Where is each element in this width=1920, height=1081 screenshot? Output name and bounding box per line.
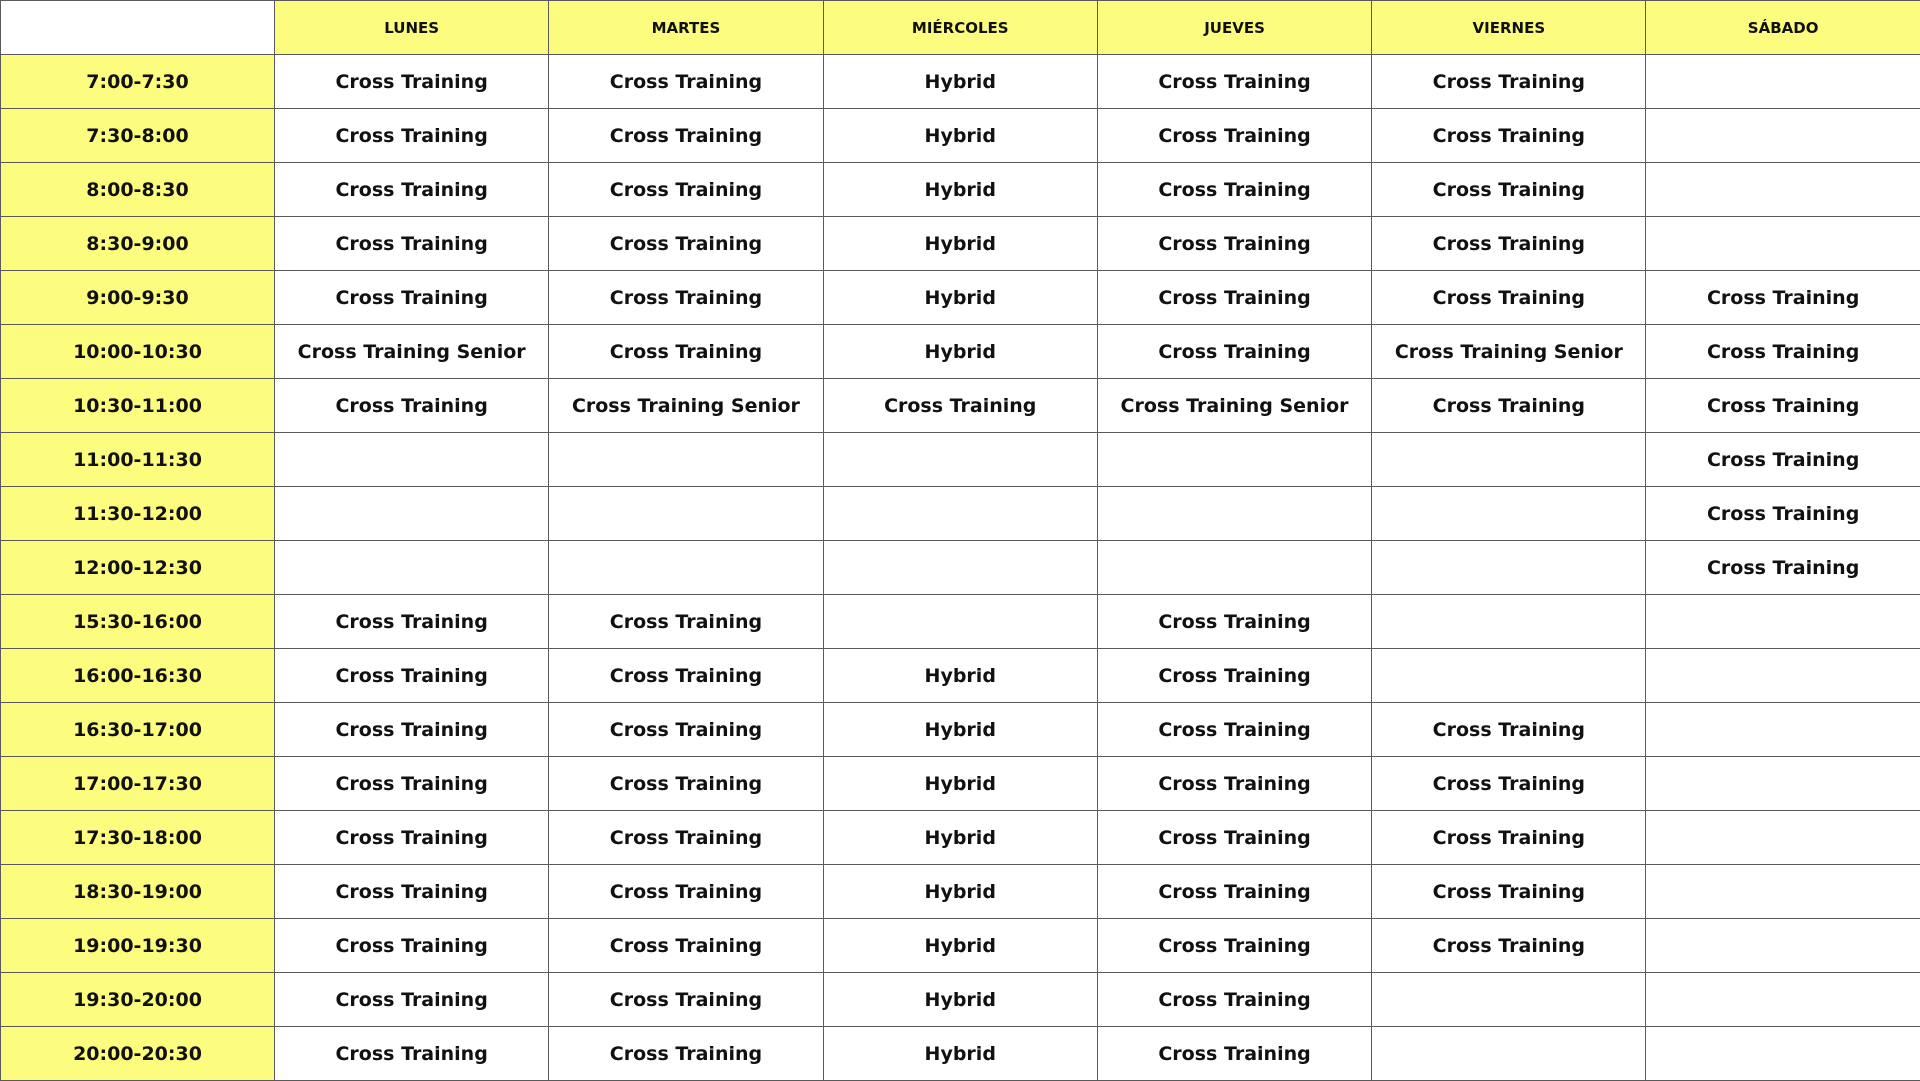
- class-cell: Cross Training: [275, 109, 549, 163]
- class-cell: Hybrid: [823, 217, 1097, 271]
- table-row: [1, 541, 1920, 595]
- time-slot-label: 9:00-9:30: [1, 271, 275, 325]
- class-cell: Cross Training: [275, 271, 549, 325]
- class-cell: [1372, 973, 1646, 1027]
- table-row: [1, 757, 1920, 811]
- table-row: [1, 163, 1920, 217]
- class-cell: Cross Training: [275, 217, 549, 271]
- class-cell: Cross Training Senior: [549, 379, 823, 433]
- class-cell: [275, 541, 549, 595]
- class-cell: Cross Training: [1097, 325, 1371, 379]
- class-cell: Cross Training Senior: [1097, 379, 1371, 433]
- class-cell: [1646, 973, 1920, 1027]
- class-cell: [275, 487, 549, 541]
- class-cell: [1097, 487, 1371, 541]
- class-cell: Cross Training: [1097, 1027, 1371, 1081]
- class-cell: Cross Training: [549, 973, 823, 1027]
- class-cell: [823, 487, 1097, 541]
- class-cell: Cross Training: [1372, 757, 1646, 811]
- class-cell: [1646, 649, 1920, 703]
- class-cell: Cross Training: [1372, 217, 1646, 271]
- class-cell: [1372, 649, 1646, 703]
- class-cell: Cross Training: [1097, 919, 1371, 973]
- class-cell: Cross Training: [549, 55, 823, 109]
- class-cell: Hybrid: [823, 703, 1097, 757]
- class-cell: Hybrid: [823, 973, 1097, 1027]
- class-cell: Cross Training: [549, 757, 823, 811]
- class-cell: Cross Training: [275, 919, 549, 973]
- class-cell: Cross Training: [1372, 55, 1646, 109]
- class-cell: Hybrid: [823, 325, 1097, 379]
- class-cell: Hybrid: [823, 163, 1097, 217]
- class-cell: Cross Training: [1097, 703, 1371, 757]
- class-cell: [549, 487, 823, 541]
- time-slot-label: 8:00-8:30: [1, 163, 275, 217]
- class-cell: Cross Training: [275, 55, 549, 109]
- class-cell: Cross Training: [549, 811, 823, 865]
- class-cell: [1646, 811, 1920, 865]
- class-cell: Cross Training: [1372, 919, 1646, 973]
- table-row: [1, 55, 1920, 109]
- class-cell: [1372, 595, 1646, 649]
- class-cell: Cross Training: [549, 1027, 823, 1081]
- class-cell: Cross Training: [1097, 271, 1371, 325]
- day-header: MIÉRCOLES: [823, 1, 1097, 55]
- day-header: VIERNES: [1372, 1, 1646, 55]
- class-cell: Cross Training: [1372, 811, 1646, 865]
- class-cell: [1646, 217, 1920, 271]
- class-cell: Cross Training: [275, 811, 549, 865]
- class-cell: [1646, 1027, 1920, 1081]
- class-cell: [1646, 163, 1920, 217]
- class-cell: Cross Training: [549, 703, 823, 757]
- day-header: SÁBADO: [1646, 1, 1920, 55]
- time-slot-label: 10:30-11:00: [1, 379, 275, 433]
- class-cell: Hybrid: [823, 649, 1097, 703]
- table-row: [1, 919, 1920, 973]
- time-slot-label: 16:30-17:00: [1, 703, 275, 757]
- class-cell: Cross Training: [1372, 163, 1646, 217]
- class-cell: Cross Training: [549, 865, 823, 919]
- class-cell: Hybrid: [823, 271, 1097, 325]
- corner-cell: [1, 1, 275, 55]
- class-cell: [823, 541, 1097, 595]
- class-cell: [1646, 703, 1920, 757]
- class-cell: [1372, 487, 1646, 541]
- time-slot-label: 10:00-10:30: [1, 325, 275, 379]
- class-cell: [1646, 55, 1920, 109]
- class-cell: Cross Training: [1097, 649, 1371, 703]
- class-cell: Cross Training Senior: [1372, 325, 1646, 379]
- class-cell: Hybrid: [823, 865, 1097, 919]
- table-row: [1, 649, 1920, 703]
- class-cell: Cross Training: [1372, 379, 1646, 433]
- class-cell: [823, 433, 1097, 487]
- time-slot-label: 17:30-18:00: [1, 811, 275, 865]
- class-cell: Hybrid: [823, 109, 1097, 163]
- class-cell: [1646, 919, 1920, 973]
- class-cell: [1372, 541, 1646, 595]
- time-slot-label: 20:00-20:30: [1, 1027, 275, 1081]
- class-cell: Cross Training: [1646, 271, 1920, 325]
- time-slot-label: 8:30-9:00: [1, 217, 275, 271]
- table-row: [1, 703, 1920, 757]
- class-cell: Hybrid: [823, 55, 1097, 109]
- class-cell: Cross Training: [1372, 703, 1646, 757]
- time-slot-label: 16:00-16:30: [1, 649, 275, 703]
- table-row: [1, 433, 1920, 487]
- table-row: [1, 1027, 1920, 1081]
- class-cell: Hybrid: [823, 811, 1097, 865]
- day-header: MARTES: [549, 1, 823, 55]
- table-row: [1, 973, 1920, 1027]
- class-cell: Cross Training: [1646, 487, 1920, 541]
- class-cell: Cross Training: [1097, 595, 1371, 649]
- time-slot-label: 17:00-17:30: [1, 757, 275, 811]
- class-cell: Cross Training: [275, 757, 549, 811]
- time-slot-label: 19:30-20:00: [1, 973, 275, 1027]
- time-slot-label: 11:00-11:30: [1, 433, 275, 487]
- table-row: [1, 325, 1920, 379]
- class-cell: Cross Training: [549, 217, 823, 271]
- class-cell: Cross Training: [275, 649, 549, 703]
- time-slot-label: 12:00-12:30: [1, 541, 275, 595]
- class-cell: [275, 433, 549, 487]
- class-cell: Cross Training: [1097, 163, 1371, 217]
- table-row: [1, 217, 1920, 271]
- table-row: [1, 271, 1920, 325]
- class-cell: Cross Training: [1646, 541, 1920, 595]
- class-cell: Cross Training: [549, 919, 823, 973]
- class-cell: Cross Training: [549, 325, 823, 379]
- time-slot-label: 11:30-12:00: [1, 487, 275, 541]
- time-slot-label: 19:00-19:30: [1, 919, 275, 973]
- table-row: [1, 487, 1920, 541]
- table-row: [1, 379, 1920, 433]
- class-cell: Cross Training: [1097, 811, 1371, 865]
- class-cell: [823, 595, 1097, 649]
- class-cell: [1646, 595, 1920, 649]
- time-slot-label: 7:30-8:00: [1, 109, 275, 163]
- schedule-header: [1, 1, 1920, 55]
- table-row: [1, 595, 1920, 649]
- class-cell: Cross Training: [1097, 217, 1371, 271]
- class-cell: Cross Training: [549, 649, 823, 703]
- class-cell: Cross Training: [1372, 271, 1646, 325]
- class-cell: Cross Training: [275, 703, 549, 757]
- time-slot-label: 15:30-16:00: [1, 595, 275, 649]
- class-cell: Cross Training: [275, 1027, 549, 1081]
- class-cell: Cross Training: [275, 865, 549, 919]
- class-cell: Cross Training: [823, 379, 1097, 433]
- time-slot-label: 18:30-19:00: [1, 865, 275, 919]
- class-cell: Cross Training: [1372, 109, 1646, 163]
- class-cell: Cross Training: [1097, 757, 1371, 811]
- schedule-body: [1, 55, 1920, 1081]
- class-cell: Hybrid: [823, 757, 1097, 811]
- class-cell: Cross Training: [1097, 55, 1371, 109]
- class-cell: Hybrid: [823, 919, 1097, 973]
- class-cell: Cross Training: [1097, 109, 1371, 163]
- class-cell: Cross Training: [1097, 973, 1371, 1027]
- class-cell: Cross Training: [1646, 379, 1920, 433]
- class-cell: Hybrid: [823, 1027, 1097, 1081]
- class-cell: [1372, 433, 1646, 487]
- table-row: [1, 811, 1920, 865]
- class-cell: [1097, 541, 1371, 595]
- class-cell: Cross Training Senior: [275, 325, 549, 379]
- class-cell: Cross Training: [1097, 865, 1371, 919]
- class-cell: Cross Training: [549, 271, 823, 325]
- class-cell: Cross Training: [275, 595, 549, 649]
- header-row: [1, 1, 1920, 55]
- class-cell: [1646, 865, 1920, 919]
- time-slot-label: 7:00-7:30: [1, 55, 275, 109]
- class-cell: Cross Training: [549, 595, 823, 649]
- table-row: [1, 109, 1920, 163]
- class-cell: Cross Training: [1646, 433, 1920, 487]
- class-cell: Cross Training: [549, 163, 823, 217]
- class-cell: [1097, 433, 1371, 487]
- class-cell: Cross Training: [549, 109, 823, 163]
- day-header: LUNES: [275, 1, 549, 55]
- class-cell: Cross Training: [275, 973, 549, 1027]
- class-cell: [1646, 757, 1920, 811]
- table-row: [1, 865, 1920, 919]
- class-cell: Cross Training: [1646, 325, 1920, 379]
- class-cell: [1372, 1027, 1646, 1081]
- day-header: JUEVES: [1097, 1, 1371, 55]
- class-cell: [549, 541, 823, 595]
- class-cell: [1646, 109, 1920, 163]
- class-cell: Cross Training: [1372, 865, 1646, 919]
- class-cell: Cross Training: [275, 379, 549, 433]
- class-cell: [549, 433, 823, 487]
- class-cell: Cross Training: [275, 163, 549, 217]
